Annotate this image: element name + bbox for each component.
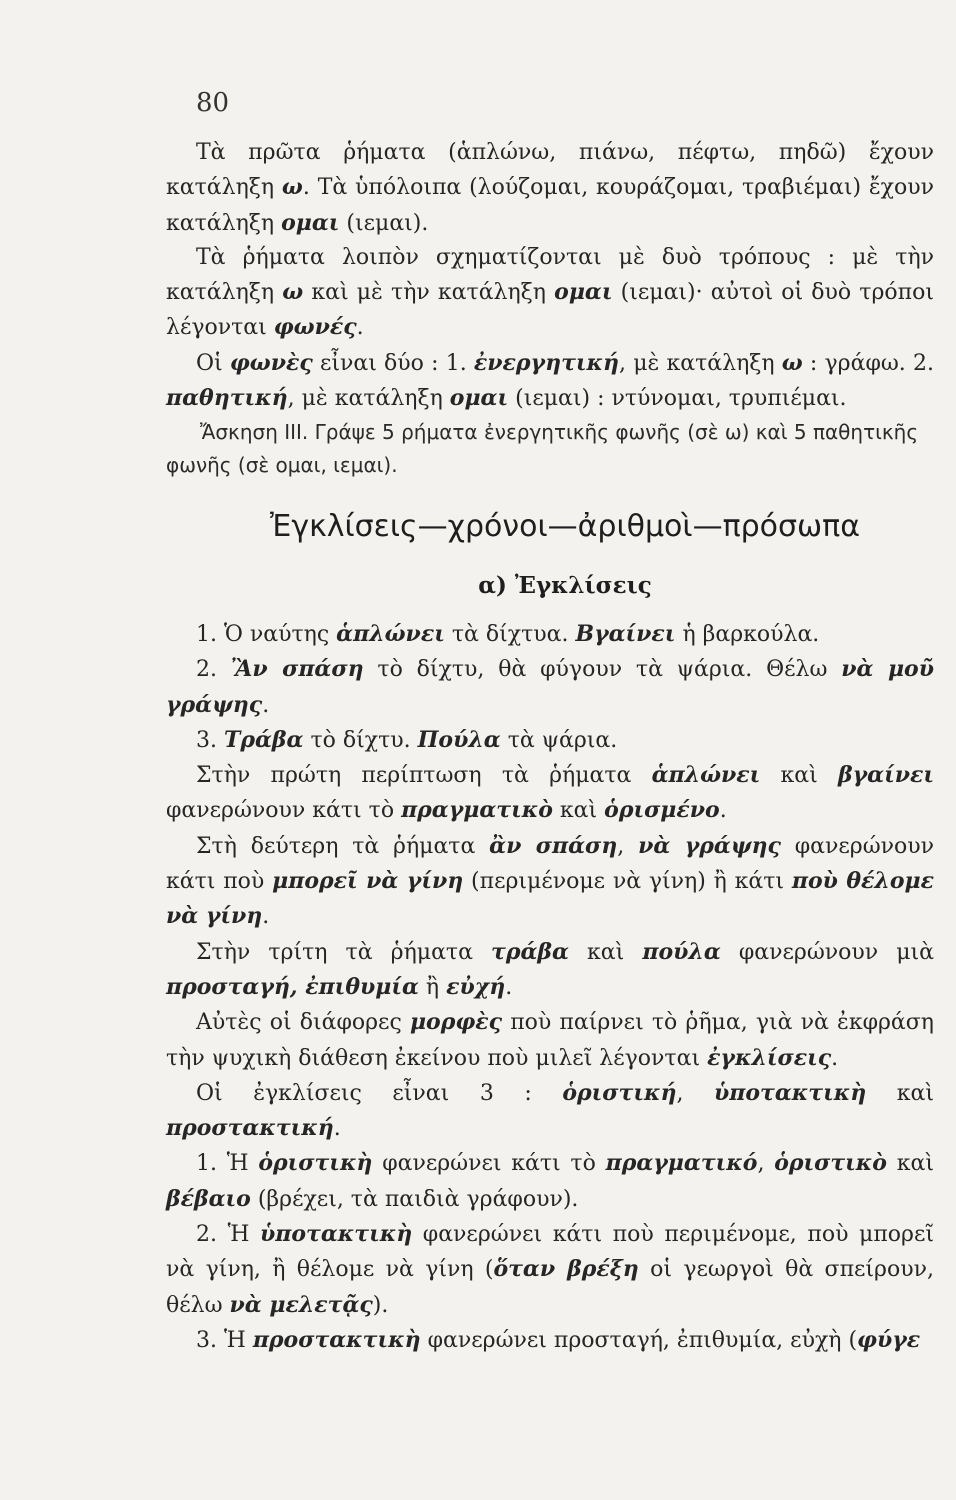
moods-count: Οἱ ἐγκλίσεις εἶναι 3 : ὁριστική, ὑποτακτικὴ καὶ προστακτική. bbox=[166, 1079, 934, 1142]
emphasized-term: μορφὲς bbox=[409, 1009, 503, 1036]
paragraph-two-voices: Οἱ φωνὲς εἶναι δύο : 1. ἐνεργητική, μὲ κατάληξη ω : γράφω. 2. παθητική, μὲ κατάληξη ομαι (ιεμαι) : ντύνομαι, τρυπιέμαι. bbox=[166, 349, 934, 412]
emphasized-term: ὅταν βρέξη bbox=[493, 1256, 639, 1283]
emphasized-term: βγαίνει bbox=[838, 762, 934, 789]
emphasized-term: ἂν σπάση bbox=[489, 832, 618, 859]
explanation-first-case: Στὴν πρώτη περίπτωση τὰ ῥήματα ἁπλώνει καὶ βγαίνει φανερώνουν κάτι τὸ πραγματικὸ καὶ ὁρισμένο. bbox=[166, 762, 934, 824]
section-heading: Ἐγκλίσεις—χρόνοι—ἀριθμοὶ—πρόσωπα bbox=[270, 509, 860, 545]
emphasized-term: ἐγκλίσεις bbox=[707, 1044, 832, 1071]
emphasized-term: νὰ γράψης bbox=[638, 832, 781, 859]
emphasized-term: ομαι bbox=[281, 209, 340, 236]
paragraph-voices-definition: Τὰ ῥήματα λοιπὸν σχηματίζονται μὲ δυὸ τρόπους : μὲ τὴν κατάληξη ω καὶ μὲ τὴν κατάληξη ομαι (ιεμαι)· αὐτοὶ οἱ δυὸ τρόποι λέγονται φωνές. bbox=[166, 244, 934, 341]
emphasized-term: νὰ μοῦ γράψης bbox=[166, 656, 934, 718]
emphasized-term: πούλα bbox=[642, 938, 721, 965]
emphasized-term: πραγματικό bbox=[605, 1150, 758, 1177]
emphasized-term: ὁρισμένο bbox=[604, 797, 720, 824]
emphasized-term: Πούλα bbox=[417, 726, 501, 753]
emphasized-term: φωνὲς bbox=[229, 349, 313, 376]
emphasized-term: ἁπλώνει bbox=[651, 762, 761, 789]
example-3: 3. Τράβα τὸ δίχτυ. Πούλα τὰ ψάρια. bbox=[196, 726, 618, 753]
emphasized-term: ομαι bbox=[449, 385, 509, 412]
example-2: 2. Ἂν σπάση τὸ δίχτυ, θὰ φύγουν τὰ ψάρια. Θέλω νὰ μοῦ γράψης. bbox=[166, 656, 934, 718]
definition-moods: Αὐτὲς οἱ διάφορες μορφὲς ποὺ παίρνει τὸ ῥῆμα, γιὰ νὰ ἐκφράση τὴν ψυχικὴ διάθεση ἐκείνου ποὺ μιλεῖ λέγονται ἐγκλίσεις. bbox=[166, 1009, 934, 1071]
emphasized-term: ὁριστικὴ bbox=[258, 1150, 373, 1177]
emphasized-term: ὑποτακτικὴ bbox=[714, 1079, 867, 1106]
emphasized-term: ποὺ θέλομε νὰ γίνη bbox=[166, 868, 935, 930]
emphasized-term: πραγματικὸ bbox=[401, 797, 553, 824]
mood-subjunctive: 2. Ἡ ὑποτακτικὴ φανερώνει κάτι ποὺ περιμένομε, ποὺ μπορεῖ νὰ γίνη, ἢ θέλομε νὰ γίνη (ὅταν βρέξη οἱ γεωργοὶ θὰ σπείρουν, θέλω νὰ μελετᾷς). bbox=[166, 1221, 934, 1318]
mood-imperative: 3. Ἡ προστακτικὴ φανερώνει προσταγή, ἐπιθυμία, εὐχὴ (φύγε bbox=[196, 1326, 921, 1353]
mood-indicative: 1. Ἡ ὁριστικὴ φανερώνει κάτι τὸ πραγματικό, ὁριστικὸ καὶ βέβαιο (βρέχει, τὰ παιδιὰ γράφουν). bbox=[166, 1150, 934, 1212]
page-number: 80 bbox=[196, 88, 230, 118]
exercise-text: Ἄσκηση ΙΙΙ. Γράψε 5 ρήματα ἐνεργητικῆς φωνῆς (σὲ ω) καὶ 5 παθητικῆς φωνῆς (σὲ ομαι, ιεμαι). bbox=[166, 420, 919, 478]
emphasized-term: ομαι bbox=[554, 279, 613, 306]
emphasized-term: ὑποτακτικὴ bbox=[260, 1221, 413, 1248]
emphasized-term: ὁριστική bbox=[562, 1079, 677, 1106]
emphasized-term: ἁπλώνει bbox=[336, 620, 445, 647]
emphasized-term: φωνές bbox=[273, 314, 357, 341]
emphasized-term: ω bbox=[281, 174, 303, 201]
emphasized-term: παθητική bbox=[166, 385, 288, 412]
emphasized-term: προσταγή, ἐπιθυμία bbox=[166, 973, 419, 1000]
emphasized-term: ω bbox=[282, 279, 304, 306]
emphasized-term: ω bbox=[781, 349, 803, 376]
emphasized-term: νὰ μελετᾷς bbox=[229, 1291, 373, 1318]
emphasized-term: προστακτικὴ bbox=[252, 1326, 421, 1353]
emphasized-term: Βγαίνει bbox=[575, 620, 676, 647]
emphasized-term: τράβα bbox=[491, 938, 569, 965]
emphasized-term: Ἂν σπάση bbox=[230, 656, 364, 683]
emphasized-term: ἐνεργητική bbox=[473, 349, 620, 376]
emphasized-term: εὐχή bbox=[446, 973, 506, 1000]
emphasized-term: ὁριστικὸ bbox=[774, 1150, 887, 1177]
emphasized-term: μπορεῖ νὰ γίνη bbox=[272, 868, 464, 895]
explanation-second-case: Στὴ δεύτερη τὰ ῥήματα ἂν σπάση, νὰ γράψης φανερώνουν κάτι ποὺ μπορεῖ νὰ γίνη (περιμένομε νὰ γίνη) ἢ κάτι ποὺ θέλομε νὰ γίνη. bbox=[166, 832, 935, 930]
paragraph-verb-endings: Τὰ πρῶτα ῥήματα (ἁπλώνω, πιάνω, πέφτω, πηδῶ) ἔχουν κατάληξη ω. Τὰ ὑπόλοιπα (λούζομαι, κουράζομαι, τραβιέμαι) ἔχουν κατάληξη ομαι (ιεμαι). bbox=[166, 140, 934, 236]
emphasized-term: Τράβα bbox=[223, 726, 304, 753]
page-body bbox=[166, 136, 934, 1358]
examples-list bbox=[166, 617, 934, 758]
subsection-heading: α) Ἐγκλίσεις bbox=[478, 571, 652, 599]
emphasized-term: φύγε bbox=[857, 1326, 921, 1353]
example-1: 1. Ὁ ναύτης ἁπλώνει τὰ δίχτυα. Βγαίνει ἡ βαρκούλα. bbox=[196, 620, 820, 647]
explanation-third-case: Στὴν τρίτη τὰ ῥήματα τράβα καὶ πούλα φανερώνουν μιὰ προσταγή, ἐπιθυμία ἢ εὐχή. bbox=[166, 938, 934, 1000]
emphasized-term: προστακτική bbox=[166, 1115, 334, 1142]
emphasized-term: βέβαιο bbox=[166, 1185, 251, 1212]
